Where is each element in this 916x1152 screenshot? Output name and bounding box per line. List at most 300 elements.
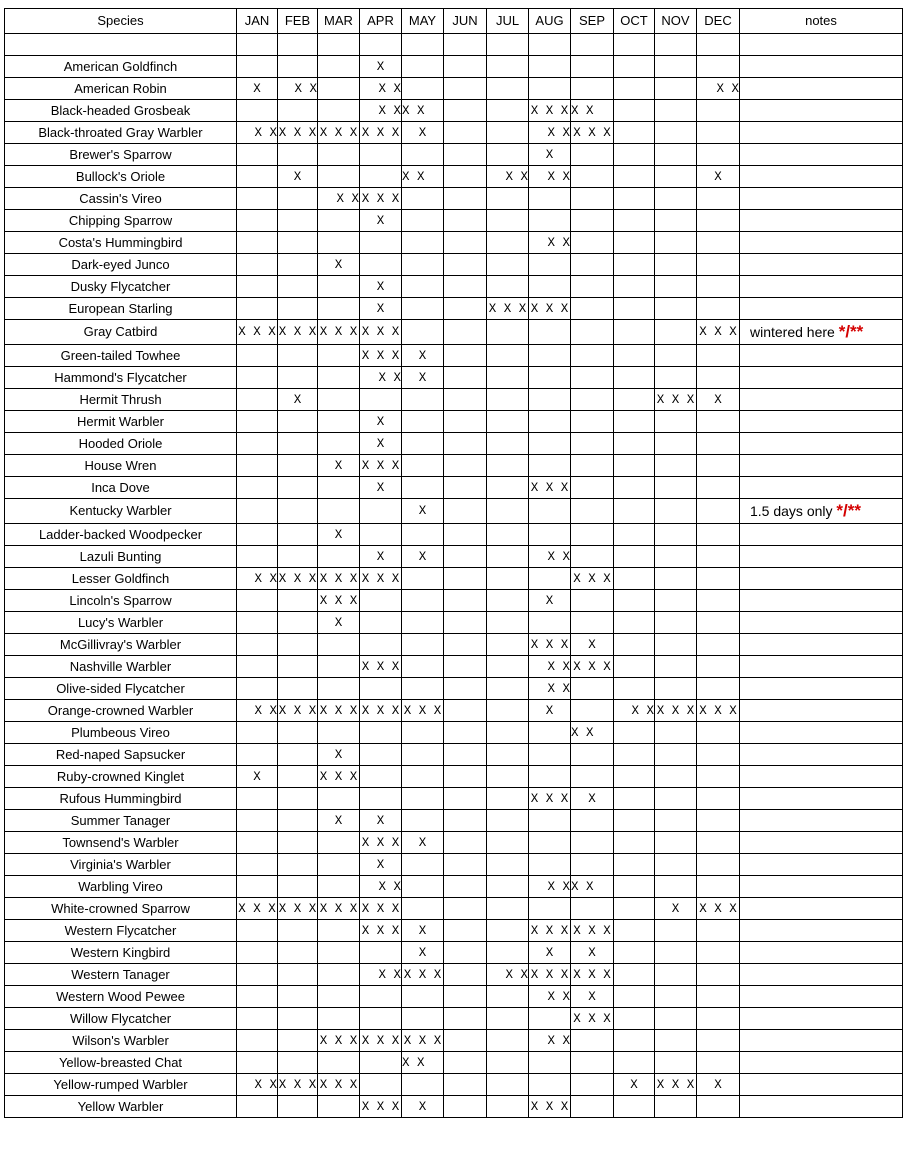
month-cell [360,986,402,1008]
month-cell [529,411,571,433]
month-cell [655,810,697,832]
month-cell: X X X [655,1074,697,1096]
month-cell: X X [360,876,402,898]
month-cell [614,56,655,78]
month-cell [655,766,697,788]
month-cell [655,854,697,876]
month-cell [444,546,487,568]
notes-cell [740,854,903,876]
month-cell [444,78,487,100]
month-cell [237,744,278,766]
table-row [5,345,903,367]
month-cell: X X [402,100,444,122]
month-cell [237,876,278,898]
month-cell [697,766,740,788]
month-cell [529,612,571,634]
month-cell [614,320,655,345]
month-cell [444,766,487,788]
month-cell: X [402,499,444,524]
month-cell [318,1096,360,1118]
month-cell [487,810,529,832]
month-cell: X X X [360,345,402,367]
month-cell [697,1030,740,1052]
month-cell [360,722,402,744]
month-cell: X [360,810,402,832]
column-header: JAN [237,9,278,34]
month-cell: X X [360,367,402,389]
month-cell [697,276,740,298]
month-cell [487,78,529,100]
month-cell [402,1008,444,1030]
month-cell: X [529,942,571,964]
month-cell [697,986,740,1008]
month-cell [697,854,740,876]
month-cell: X [402,1096,444,1118]
species-cell: Green-tailed Towhee [5,345,237,367]
month-cell [402,766,444,788]
month-cell [278,656,318,678]
month-cell: X X [571,722,614,744]
month-cell [487,678,529,700]
table-row [5,232,903,254]
month-cell [655,1096,697,1118]
month-cell [318,232,360,254]
table-row [5,320,903,345]
month-cell [571,455,614,477]
month-cell [318,876,360,898]
month-cell [444,100,487,122]
month-cell [614,367,655,389]
month-cell [360,524,402,546]
column-header: JUL [487,9,529,34]
month-cell [655,678,697,700]
species-cell: American Goldfinch [5,56,237,78]
month-cell [278,411,318,433]
month-cell: X X X [318,700,360,722]
month-cell [237,477,278,499]
month-cell [529,898,571,920]
month-cell [402,568,444,590]
month-cell [571,389,614,411]
month-cell: X X X [529,634,571,656]
month-cell [402,477,444,499]
month-cell [318,210,360,232]
month-cell: X X X [571,1008,614,1030]
month-cell [444,524,487,546]
month-cell [571,832,614,854]
month-cell: X [571,788,614,810]
month-cell: X X [278,78,318,100]
table-row [5,766,903,788]
month-cell [697,524,740,546]
month-cell [444,411,487,433]
month-cell [237,612,278,634]
table-row [5,876,903,898]
month-cell [697,210,740,232]
month-cell [571,1052,614,1074]
month-cell: X [318,612,360,634]
month-cell [655,144,697,166]
month-cell [402,810,444,832]
month-cell [318,832,360,854]
month-cell: X [529,700,571,722]
month-cell [614,254,655,276]
month-cell [655,568,697,590]
month-cell: X X [529,1030,571,1052]
month-cell [444,810,487,832]
month-cell [655,276,697,298]
month-cell [318,920,360,942]
month-cell [614,656,655,678]
month-cell: X [318,524,360,546]
month-cell [697,656,740,678]
month-cell [571,144,614,166]
month-cell [237,964,278,986]
month-cell [318,986,360,1008]
month-cell: X X [529,232,571,254]
month-cell [402,78,444,100]
table-row [5,276,903,298]
month-cell: X [278,389,318,411]
month-cell [402,656,444,678]
column-header: DEC [697,9,740,34]
month-cell: X X X [360,1096,402,1118]
month-cell [444,166,487,188]
month-cell: X X [237,1074,278,1096]
month-cell [487,744,529,766]
month-cell [278,810,318,832]
month-cell [529,254,571,276]
month-cell [487,122,529,144]
month-cell [237,1052,278,1074]
month-cell [614,1052,655,1074]
month-cell [614,298,655,320]
month-cell: X X X [360,898,402,920]
month-cell [655,942,697,964]
month-cell [278,744,318,766]
month-cell [697,942,740,964]
table-row [5,144,903,166]
month-cell [278,964,318,986]
month-cell: X [402,122,444,144]
month-cell [278,546,318,568]
month-cell: X [318,810,360,832]
month-cell [444,744,487,766]
month-cell [571,678,614,700]
month-cell [487,766,529,788]
month-cell [655,656,697,678]
species-cell: Virginia's Warbler [5,854,237,876]
month-cell [360,766,402,788]
month-cell [571,1074,614,1096]
month-cell [571,166,614,188]
month-cell [487,276,529,298]
month-cell [444,345,487,367]
month-cell [487,920,529,942]
month-cell [697,876,740,898]
month-cell [655,722,697,744]
month-cell [278,986,318,1008]
month-cell [318,298,360,320]
month-cell [487,411,529,433]
month-cell [697,634,740,656]
species-cell: Western Kingbird [5,942,237,964]
month-cell [697,832,740,854]
month-cell [614,188,655,210]
month-cell: X [697,389,740,411]
month-cell [360,788,402,810]
notes-cell [740,546,903,568]
table-row [5,455,903,477]
month-cell [237,389,278,411]
month-cell [360,499,402,524]
month-cell [444,144,487,166]
month-cell [529,276,571,298]
notes-cell [740,832,903,854]
month-cell [360,254,402,276]
month-cell [571,590,614,612]
month-cell [697,188,740,210]
month-cell [614,964,655,986]
month-cell [697,56,740,78]
month-cell [278,455,318,477]
month-cell [697,964,740,986]
table-row [5,722,903,744]
month-cell [571,524,614,546]
species-cell: European Starling [5,298,237,320]
month-cell: X X [237,568,278,590]
month-cell [237,56,278,78]
month-cell: X X X [402,1030,444,1052]
month-cell: X [402,367,444,389]
month-cell: X [402,920,444,942]
month-cell [655,345,697,367]
month-cell: X X X [278,700,318,722]
month-cell [487,56,529,78]
month-cell [237,34,278,56]
table-row [5,477,903,499]
month-cell: X X [360,78,402,100]
month-cell [529,1052,571,1074]
month-cell [571,78,614,100]
month-cell [402,433,444,455]
species-cell: Hermit Warbler [5,411,237,433]
month-cell [444,34,487,56]
month-cell [237,1096,278,1118]
month-cell: X X X [237,320,278,345]
month-cell: X [360,477,402,499]
month-cell [444,1052,487,1074]
table-row [5,898,903,920]
column-header: FEB [278,9,318,34]
month-cell [444,656,487,678]
month-cell [697,345,740,367]
month-cell [318,1008,360,1030]
month-cell [402,188,444,210]
month-cell [402,389,444,411]
month-cell [614,788,655,810]
species-cell: Willow Flycatcher [5,1008,237,1030]
month-cell [444,1096,487,1118]
month-cell [444,832,487,854]
month-cell [655,744,697,766]
month-cell [444,876,487,898]
month-cell: X X X [360,1030,402,1052]
notes-cell [740,766,903,788]
month-cell [614,345,655,367]
month-cell [402,678,444,700]
month-cell: X [571,986,614,1008]
species-cell: Ladder-backed Woodpecker [5,524,237,546]
table-row [5,100,903,122]
month-cell: X X [402,1052,444,1074]
month-cell [278,254,318,276]
species-cell: Hermit Thrush [5,389,237,411]
month-cell: X X X [655,389,697,411]
month-cell [237,656,278,678]
month-cell [487,1008,529,1030]
species-cell: Black-throated Gray Warbler [5,122,237,144]
table-row [5,546,903,568]
month-cell [571,345,614,367]
month-cell [444,1030,487,1052]
month-cell: X X X [360,568,402,590]
month-cell [487,254,529,276]
month-cell: X X X [278,122,318,144]
month-cell [444,210,487,232]
month-cell [402,455,444,477]
month-cell [614,100,655,122]
month-cell [487,499,529,524]
month-cell [360,389,402,411]
month-cell [655,210,697,232]
month-cell [614,1008,655,1030]
month-cell: X X X [360,920,402,942]
month-cell [697,678,740,700]
month-cell: X X X [697,320,740,345]
month-cell [318,34,360,56]
month-cell [402,788,444,810]
notes-cell [740,634,903,656]
month-cell: X X X [571,964,614,986]
month-cell [278,876,318,898]
month-cell [614,568,655,590]
species-cell: Cassin's Vireo [5,188,237,210]
month-cell: X X [529,656,571,678]
month-cell [278,788,318,810]
month-cell [614,1096,655,1118]
species-cell: Warbling Vireo [5,876,237,898]
notes-cell [740,411,903,433]
month-cell [614,232,655,254]
month-cell [571,499,614,524]
notes-cell [740,788,903,810]
notes-cell [740,276,903,298]
month-cell [655,964,697,986]
species-cell: Western Tanager [5,964,237,986]
month-cell [487,612,529,634]
month-cell [487,455,529,477]
month-cell [614,898,655,920]
notes-cell [740,524,903,546]
notes-cell [740,345,903,367]
month-cell [487,433,529,455]
month-cell [487,942,529,964]
notes-cell [740,232,903,254]
month-cell: X X [487,964,529,986]
month-cell [237,524,278,546]
species-cell: Western Wood Pewee [5,986,237,1008]
month-cell: X X X [278,568,318,590]
month-cell [444,700,487,722]
month-cell: X [237,766,278,788]
month-cell: X X X [360,700,402,722]
month-cell [444,1074,487,1096]
month-cell [318,942,360,964]
month-cell: X [655,898,697,920]
month-cell [444,499,487,524]
column-header: NOV [655,9,697,34]
notes-cell [740,1052,903,1074]
month-cell [571,744,614,766]
species-cell: Kentucky Warbler [5,499,237,524]
month-cell [697,1096,740,1118]
month-cell [278,634,318,656]
month-cell [487,367,529,389]
month-cell [360,634,402,656]
month-cell [614,612,655,634]
month-cell [487,546,529,568]
month-cell [444,298,487,320]
table-row [5,210,903,232]
month-cell [614,210,655,232]
month-cell [237,433,278,455]
month-cell [655,320,697,345]
month-cell [444,898,487,920]
month-cell [571,433,614,455]
month-cell [278,1052,318,1074]
month-cell [655,367,697,389]
month-cell [318,389,360,411]
month-cell [237,1030,278,1052]
species-cell: Black-headed Grosbeak [5,100,237,122]
month-cell [402,144,444,166]
month-cell: X [402,832,444,854]
species-cell: Chipping Sparrow [5,210,237,232]
month-cell [318,276,360,298]
month-cell [571,320,614,345]
column-header: notes [740,9,903,34]
month-cell [697,1052,740,1074]
month-cell: X X X [318,1030,360,1052]
month-cell: X X [529,876,571,898]
month-cell [278,345,318,367]
month-cell [402,524,444,546]
month-cell [278,100,318,122]
notes-cell [740,320,903,345]
notes-cell [740,964,903,986]
column-header: MAR [318,9,360,34]
month-cell [697,122,740,144]
month-cell [402,56,444,78]
month-cell [655,1008,697,1030]
month-cell [697,920,740,942]
month-cell [237,832,278,854]
note-text: wintered here [750,324,835,340]
month-cell [614,810,655,832]
month-cell: X [529,144,571,166]
table-row [5,788,903,810]
